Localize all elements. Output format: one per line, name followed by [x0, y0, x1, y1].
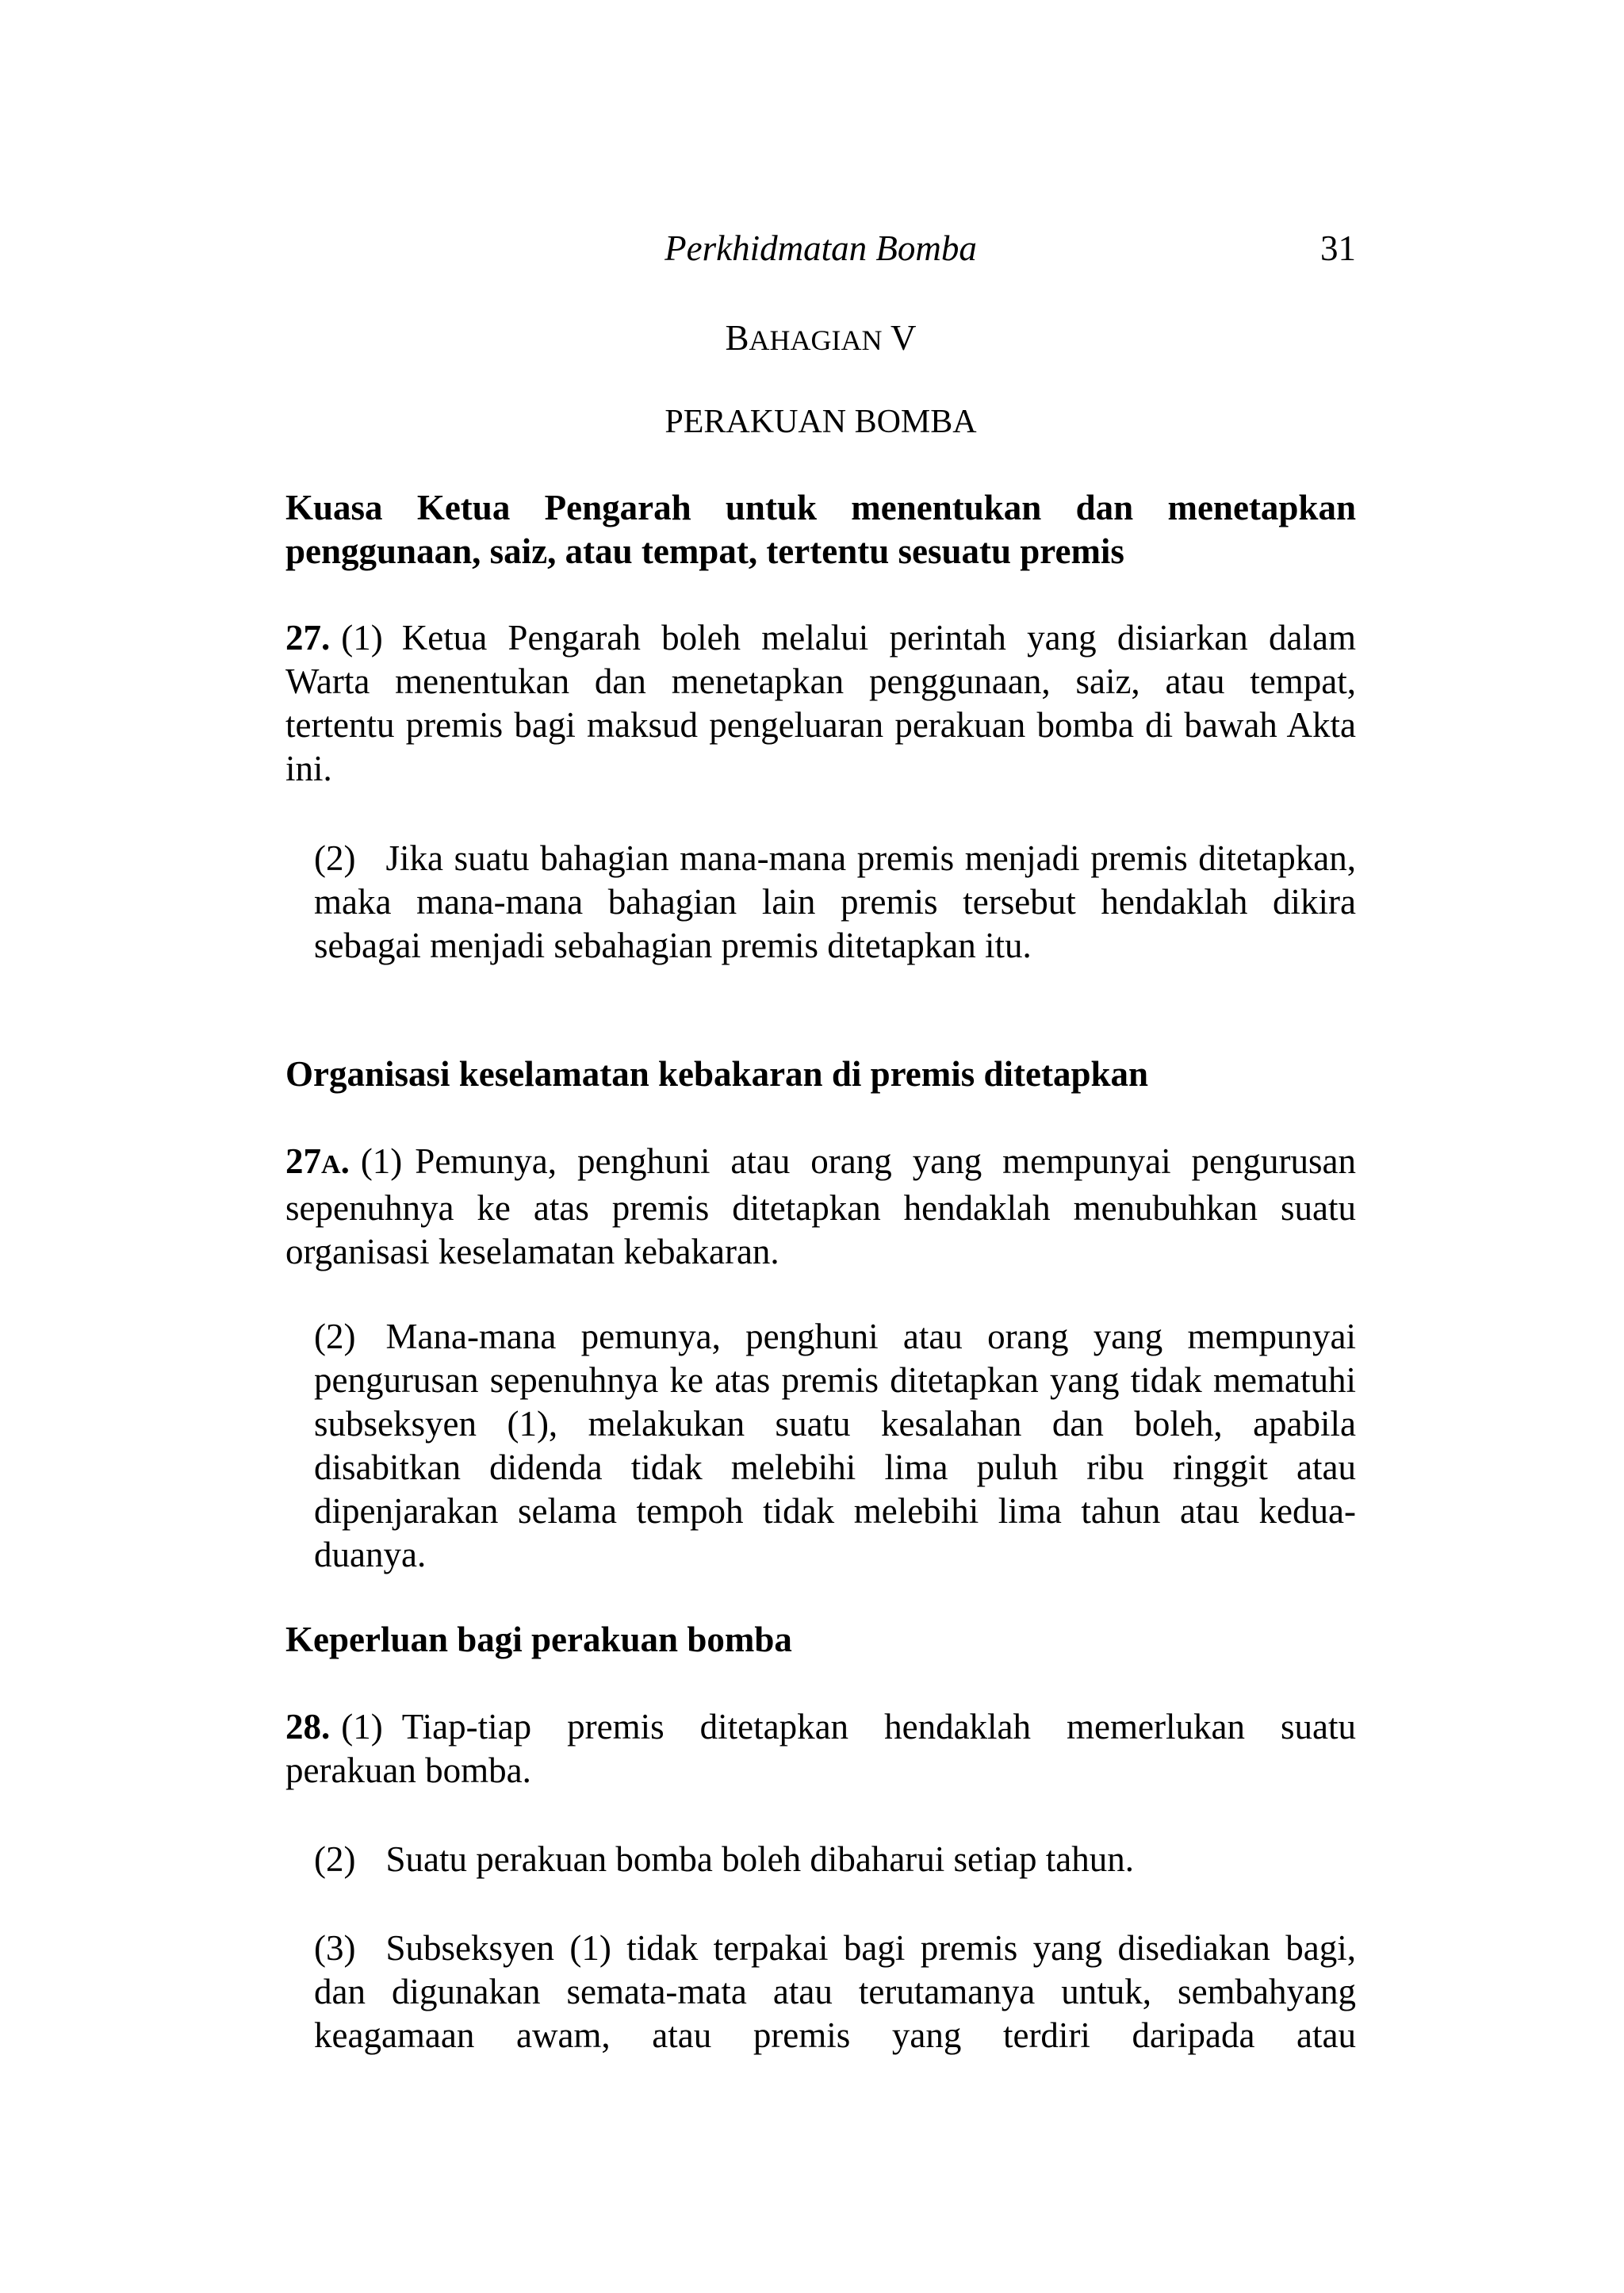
section-28-subsection-2: [285, 1838, 1356, 1881]
section-28-heading: Keperluan bagi perakuan bomba: [285, 1620, 792, 1659]
running-title: Perkhidmatan Bomba: [665, 228, 977, 268]
section-28-sub1-text: Tiap-tiap premis ditetapkan hendaklah memerlukan suatu perakuan bomba.: [285, 1707, 1356, 1790]
section-27-heading: Kuasa Ketua Pengarah untuk menentukan dan menetapkan penggunaan, saiz, atau tempat, tertentu sesuatu premis: [285, 488, 1356, 571]
part-title: PERAKUAN BOMBA: [665, 404, 977, 440]
section-28-sub2-text: Suatu perakuan bomba boleh dibaharui setiap tahun.: [385, 1839, 1134, 1879]
section-27a-sub1-label: (1): [360, 1141, 403, 1181]
part-label-initial: B: [725, 318, 749, 358]
section-27-number: 27.: [285, 618, 331, 658]
section-28-subsection-1: [285, 1705, 1356, 1793]
section-27a-sub2-label: (2): [314, 1317, 356, 1356]
section-27-subsection-1: [285, 616, 1356, 791]
section-27-subsection-2: [285, 837, 1356, 968]
section-28-sub3-label: (3): [314, 1928, 356, 1968]
running-header: [285, 228, 1356, 275]
section-27a-subsection-1: [285, 1140, 1356, 1274]
part-label: [285, 317, 1356, 359]
section-27a-sub2-text: Mana-mana pemunya, penghuni atau orang yang mempunyai pengurusan sepenuhnya ke atas premis ditetapkan yang tidak mematuhi subseksyen (1), melakukan suatu kesalahan dan boleh, apabila disabitkan didenda tidak melebihi lima puluh ribu ringgit atau dipenjarakan selama tempoh tidak melebihi lima tahun atau kedua-duanya.: [314, 1317, 1356, 1574]
section-28-subsection-3: [285, 1927, 1356, 2057]
section-27-sub2-text: Jika suatu bahagian mana-mana premis menjadi premis ditetapkan, maka mana-mana bahagian lain premis tersebut hendaklah dikira sebagai menjadi sebahagian premis ditetapkan itu.: [314, 838, 1356, 965]
section-27a-number-suffix: A: [321, 1150, 341, 1179]
section-27-sub1-text: Ketua Pengarah boleh melalui perintah yang disiarkan dalam Warta menentukan dan menetapkan penggunaan, saiz, atau tempat, tertentu premis bagi maksud pengeluaran perakuan bomba di bawah Akta ini.: [285, 618, 1356, 788]
section-27a-number-main: 27: [285, 1141, 321, 1181]
section-27a-number: [285, 1141, 350, 1181]
section-27a-sub1-text: Pemunya, penghuni atau orang yang mempunyai pengurusan sepenuhnya ke atas premis ditetapkan hendaklah menubuhkan suatu organisasi keselamatan kebakaran.: [285, 1141, 1356, 1271]
part-label-smallcaps: AHAGIAN: [749, 324, 883, 356]
page-number: 31: [1320, 228, 1356, 268]
section-27-sub1-label: (1): [341, 618, 383, 658]
part-label-numeral: V: [890, 318, 917, 358]
section-27a-subsection-2: [285, 1315, 1356, 1577]
section-27a-number-dot: .: [340, 1141, 350, 1181]
section-28-sub1-label: (1): [341, 1707, 383, 1747]
section-27a-heading: Organisasi keselamatan kebakaran di premis ditetapkan: [285, 1054, 1149, 1094]
section-27-sub2-label: (2): [314, 838, 356, 878]
section-28-number: 28.: [285, 1707, 331, 1747]
section-28-sub2-label: (2): [314, 1839, 356, 1879]
section-28-sub3-text: Subseksyen (1) tidak terpakai bagi premis yang disediakan bagi, dan digunakan semata-mata atau terutamanya untuk, sembahyang keagamaan awam, atau premis yang terdiri daripada atau: [314, 1928, 1356, 2055]
